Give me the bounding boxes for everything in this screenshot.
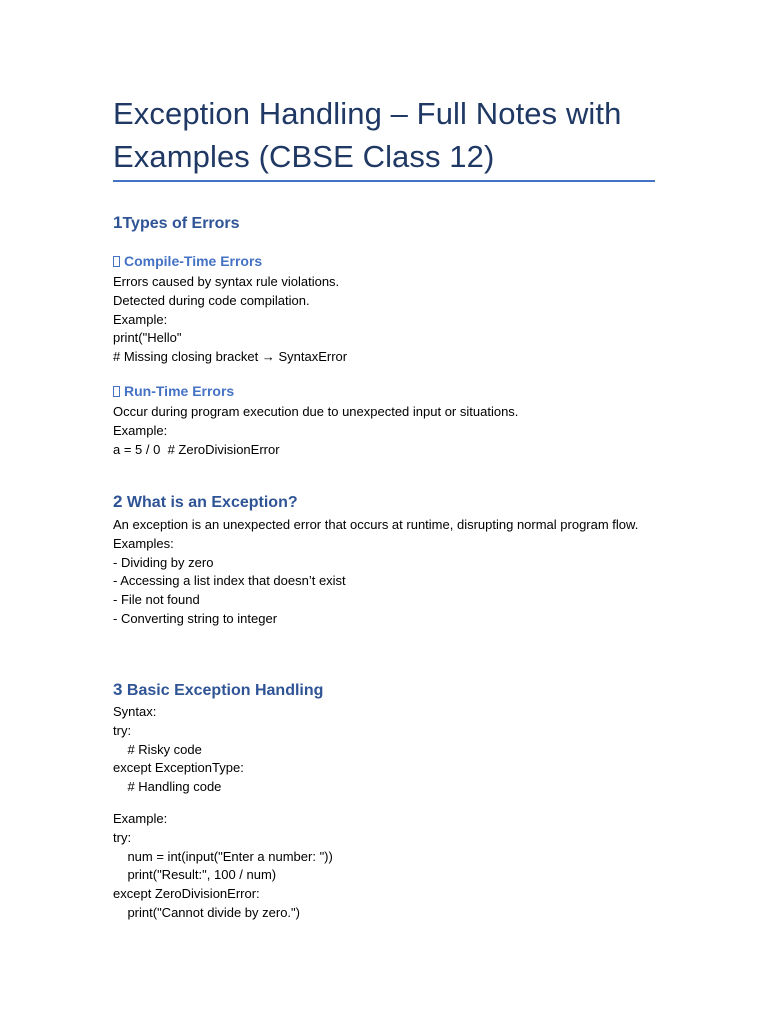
body-line: Example: [113, 811, 168, 826]
code-line: try: [113, 829, 132, 845]
body-line: Detected during code compilation. [113, 292, 310, 308]
compile-time-body [113, 273, 658, 367]
code-line: # Handling code [113, 779, 222, 795]
run-time-body [113, 403, 658, 459]
run-time-title: Run-Time Errors [124, 383, 235, 399]
section-2-title: What is an Exception? [126, 494, 298, 511]
section-2-heading [113, 491, 298, 514]
section-1-title: Types of Errors [122, 215, 240, 232]
list-item: - File not found [113, 592, 200, 608]
title-line-2: Examples (CBSE Class 12) [113, 139, 495, 174]
code-line: num = int(input("Enter a number: ")) [113, 848, 333, 864]
code-line: # Missing closing bracket → SyntaxError [113, 349, 348, 365]
section-2-body [113, 516, 658, 629]
list-item: - Accessing a list index that doesn’t exist [113, 573, 346, 589]
code-line: except ZeroDivisionError: [113, 886, 260, 902]
example-block [113, 810, 658, 923]
section-3-title: Basic Exception Handling [126, 682, 324, 699]
body-line: Examples: [113, 535, 174, 551]
missing-glyph-icon [113, 256, 120, 267]
body-line: Example: [113, 422, 168, 438]
code-line: try: [113, 722, 132, 738]
list-item: - Converting string to integer [113, 610, 278, 626]
compile-time-title: Compile-Time Errors [124, 253, 263, 269]
code-line: # Risky code [113, 741, 202, 757]
section-2-number: 2 [113, 492, 123, 511]
run-time-heading [113, 381, 234, 401]
syntax-block [113, 703, 658, 797]
list-item: - Dividing by zero [113, 554, 214, 570]
section-3-number: 3 [113, 680, 123, 699]
document-title [113, 92, 658, 178]
exception-definition: An exception is an unexpected error that occurs at runtime, disrupting normal program flow. [113, 517, 639, 532]
section-3-heading [113, 679, 323, 702]
section-1-number: 1 [113, 213, 123, 232]
body-line: Syntax: [113, 704, 157, 719]
body-line: Errors caused by syntax rule violations. [113, 274, 340, 289]
code-line: print("Hello" [113, 330, 182, 346]
code-line: print("Cannot divide by zero.") [113, 904, 300, 920]
code-line: a = 5 / 0 # ZeroDivisionError [113, 441, 280, 457]
body-line: Example: [113, 311, 168, 327]
title-underline-rule [113, 180, 655, 182]
code-line: print("Result:", 100 / num) [113, 867, 277, 883]
section-1-heading [113, 212, 240, 235]
body-line: Occur during program execution due to unexpected input or situations. [113, 404, 519, 419]
compile-time-heading [113, 251, 262, 271]
title-line-1: Exception Handling – Full Notes with [113, 96, 622, 131]
code-line: except ExceptionType: [113, 760, 244, 776]
missing-glyph-icon [113, 386, 120, 397]
